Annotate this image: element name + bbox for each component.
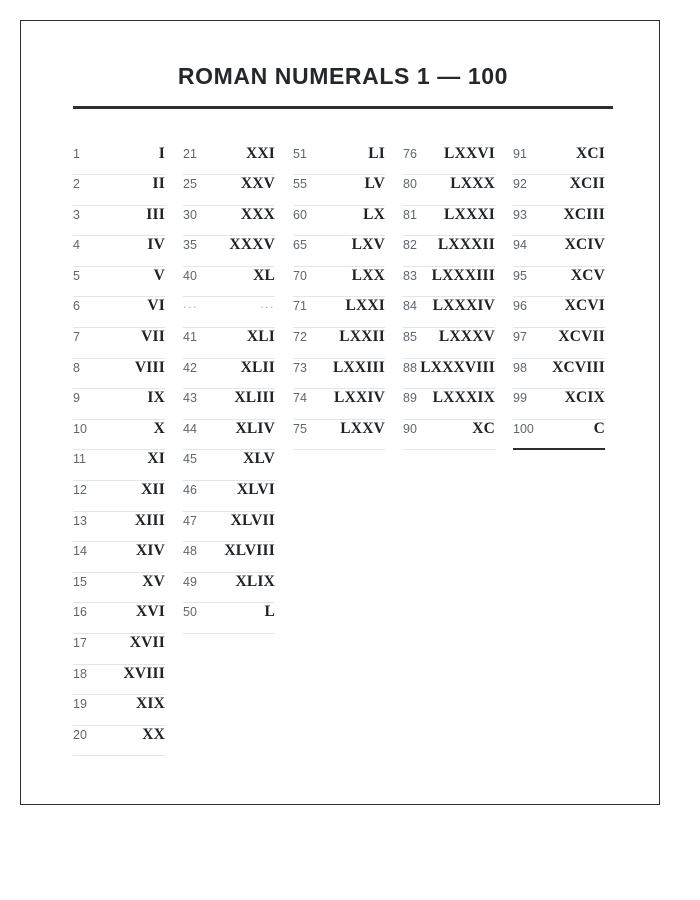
arabic-value: 13 [73,513,87,528]
numeral-row [293,328,385,359]
arabic-value: 8 [73,360,80,375]
roman-value: LXV [351,236,385,254]
numeral-row [403,145,495,176]
arabic-value: 47 [183,513,197,528]
numeral-row [183,420,275,451]
arabic-value: 40 [183,268,197,283]
numeral-row [183,389,275,420]
arabic-value: 83 [403,268,417,283]
roman-value: XCV [570,266,605,284]
numeral-row [73,297,165,328]
numeral-row [513,359,605,390]
arabic-value: 3 [73,207,80,222]
arabic-value: 5 [73,268,80,283]
arabic-value: 80 [403,177,417,192]
roman-value: III [146,205,165,223]
arabic-value: 99 [513,391,527,406]
roman-value: II [152,175,165,193]
numeral-row [293,267,385,298]
numeral-columns [73,145,613,757]
numeral-row [73,175,165,206]
roman-value: XLV [243,450,275,468]
numeral-column [73,145,165,757]
numeral-row [183,542,275,573]
arabic-value: 46 [183,483,197,498]
numeral-row [403,420,495,451]
arabic-value: 70 [293,268,307,283]
numeral-row [183,573,275,604]
numeral-row [293,297,385,328]
numeral-row [513,267,605,298]
roman-value: XC [472,419,495,437]
numeral-row [403,236,495,267]
numeral-row [183,512,275,543]
arabic-value: 12 [73,483,87,498]
numeral-row [73,542,165,573]
roman-value: XIV [135,542,165,560]
roman-value: XCII [569,175,605,193]
arabic-value: 91 [513,146,527,161]
roman-value: XXV [240,175,275,193]
numeral-row [293,389,385,420]
numeral-row [73,634,165,665]
arabic-value: 21 [183,146,197,161]
numeral-row [73,665,165,696]
numeral-row [513,420,605,451]
roman-value: LXXXV [438,328,495,346]
numeral-row [183,603,275,634]
arabic-value: 84 [403,299,417,314]
numeral-row [293,175,385,206]
numeral-row [403,267,495,298]
roman-value: LX [363,205,385,223]
arabic-value: 71 [293,299,307,314]
numeral-column [293,145,385,451]
numeral-row [183,481,275,512]
roman-value: LXXX [450,175,495,193]
roman-value: XIX [135,695,165,713]
numeral-row [183,206,275,237]
numeral-row-ellipsis [183,297,275,328]
numeral-row [183,450,275,481]
arabic-value: 94 [513,238,527,253]
roman-value: XVI [135,603,165,621]
roman-value: XXXV [229,236,275,254]
arabic-value: 95 [513,268,527,283]
roman-value: LXXXII [437,236,495,254]
arabic-value: 73 [293,360,307,375]
arabic-value: 42 [183,360,197,375]
roman-value: LXXXIII [431,266,495,284]
arabic-value: 9 [73,391,80,406]
arabic-value: 48 [183,544,197,559]
arabic-value: 92 [513,177,527,192]
roman-value: XCIII [563,205,605,223]
arabic-value: 85 [403,330,417,345]
roman-value: XCVIII [552,358,605,376]
roman-value: XL [253,266,275,284]
roman-value: XXI [245,144,275,162]
numeral-row [403,389,495,420]
arabic-value: 72 [293,330,307,345]
arabic-value: 10 [73,421,87,436]
roman-value: LXXIV [334,389,385,407]
roman-value: XLVI [236,481,275,499]
numeral-row [73,359,165,390]
roman-value: I [158,144,165,162]
roman-value: LXXV [340,419,385,437]
roman-value: XCVII [558,328,605,346]
roman-value: XI [147,450,165,468]
roman-value: XLVIII [224,542,275,560]
numeral-row [513,328,605,359]
arabic-value: 74 [293,391,307,406]
arabic-value: 50 [183,605,197,620]
arabic-value: 14 [73,544,87,559]
roman-value: LV [364,175,385,193]
numeral-column [183,145,275,635]
arabic-value: 43 [183,391,197,406]
arabic-value: 35 [183,238,197,253]
roman-value: XLII [240,358,275,376]
arabic-value: 44 [183,421,197,436]
page-title: ROMAN NUMERALS 1 — 100 [177,63,509,89]
roman-value: IX [147,389,165,407]
numeral-row [73,328,165,359]
roman-value: VI [147,297,165,315]
roman-value: L [264,603,275,621]
arabic-value: ... [183,297,198,312]
arabic-value: 75 [293,421,307,436]
roman-value: V [153,266,165,284]
roman-value: XVII [129,634,165,651]
numeral-row [513,297,605,328]
numeral-row [73,573,165,604]
arabic-value: 41 [183,330,197,345]
title-divider [73,106,613,109]
arabic-value: 6 [73,299,80,314]
roman-value: XII [141,481,165,499]
arabic-value: 15 [73,574,87,589]
arabic-value: 96 [513,299,527,314]
numeral-row [183,328,275,359]
roman-value: XV [142,572,165,590]
roman-value: XCIV [564,236,605,254]
roman-value: C [593,419,605,437]
roman-value: LXX [351,266,385,284]
numeral-row [73,726,165,757]
arabic-value: 17 [73,636,87,650]
roman-value: LXXXI [444,205,495,223]
arabic-value: 19 [73,697,87,712]
arabic-value: 11 [73,452,86,467]
arabic-value: 65 [293,238,307,253]
numeral-row [513,389,605,420]
roman-value: XXX [240,205,275,223]
numeral-row [183,359,275,390]
arabic-value: 90 [403,421,417,436]
numeral-row [73,450,165,481]
arabic-value: 60 [293,207,307,222]
numeral-row [73,695,165,726]
numeral-row [73,420,165,451]
roman-value: LXXVI [444,144,495,162]
numeral-column [403,145,495,451]
roman-value: XCVI [564,297,605,315]
roman-value: VII [141,328,165,346]
roman-value: XVIII [123,664,165,682]
arabic-value: 16 [73,605,87,620]
roman-value: XIII [134,511,165,529]
roman-value: XX [142,725,165,743]
numeral-row [73,512,165,543]
arabic-value: 98 [513,360,527,375]
roman-value: LXXIII [332,358,385,376]
roman-value: LXXI [345,297,385,315]
roman-value: XLIII [234,389,275,407]
numeral-column [513,145,605,451]
numeral-row [403,297,495,328]
arabic-value: 30 [183,207,197,222]
arabic-value: 4 [73,238,80,253]
numeral-row [73,603,165,634]
reference-sheet [73,63,613,756]
arabic-value: 49 [183,574,197,589]
numeral-row [73,206,165,237]
numeral-row [513,206,605,237]
arabic-value: 100 [513,421,534,436]
roman-value: LXXXVIII [420,358,495,376]
numeral-row [513,236,605,267]
arabic-value: 2 [73,177,80,192]
numeral-row [73,145,165,176]
arabic-value: 82 [403,238,417,253]
numeral-row [183,145,275,176]
roman-value: XLIV [235,419,275,437]
numeral-row [403,175,495,206]
roman-value: XLIX [235,572,275,590]
numeral-row [403,206,495,237]
arabic-value: 55 [293,177,307,192]
roman-value: LXXXIX [432,389,495,407]
roman-value: LI [368,144,385,162]
arabic-value: 45 [183,452,197,467]
arabic-value: 51 [293,146,307,161]
arabic-value: 25 [183,177,197,192]
numeral-row [293,359,385,390]
arabic-value: 89 [403,391,417,406]
numeral-row [183,236,275,267]
roman-value: LXXXIV [432,297,495,315]
numeral-row [513,175,605,206]
numeral-row [73,236,165,267]
numeral-row [293,206,385,237]
page-frame [20,20,660,805]
numeral-row [73,267,165,298]
roman-value: LXXII [339,328,385,346]
arabic-value: 20 [73,727,87,742]
arabic-value: 76 [403,146,417,161]
numeral-row [183,267,275,298]
numeral-row [403,359,495,390]
roman-value: XLI [246,328,275,346]
numeral-row [183,175,275,206]
numeral-row [513,145,605,176]
roman-value: XCI [575,144,605,162]
numeral-row [403,328,495,359]
arabic-value: 1 [73,146,80,161]
numeral-row [73,481,165,512]
numeral-row [293,236,385,267]
arabic-value: 81 [403,207,417,222]
roman-value: ... [260,297,275,312]
arabic-value: 18 [73,666,87,681]
arabic-value: 93 [513,207,527,222]
arabic-value: 7 [73,330,80,345]
roman-value: VIII [134,358,165,376]
roman-value: XLVII [230,511,275,529]
roman-value: X [153,419,165,437]
arabic-value: 97 [513,330,527,345]
numeral-row [293,420,385,451]
numeral-row [73,389,165,420]
roman-value: XCIX [564,389,605,407]
arabic-value: 88 [403,360,417,375]
roman-value: IV [147,236,165,254]
numeral-row [293,145,385,176]
